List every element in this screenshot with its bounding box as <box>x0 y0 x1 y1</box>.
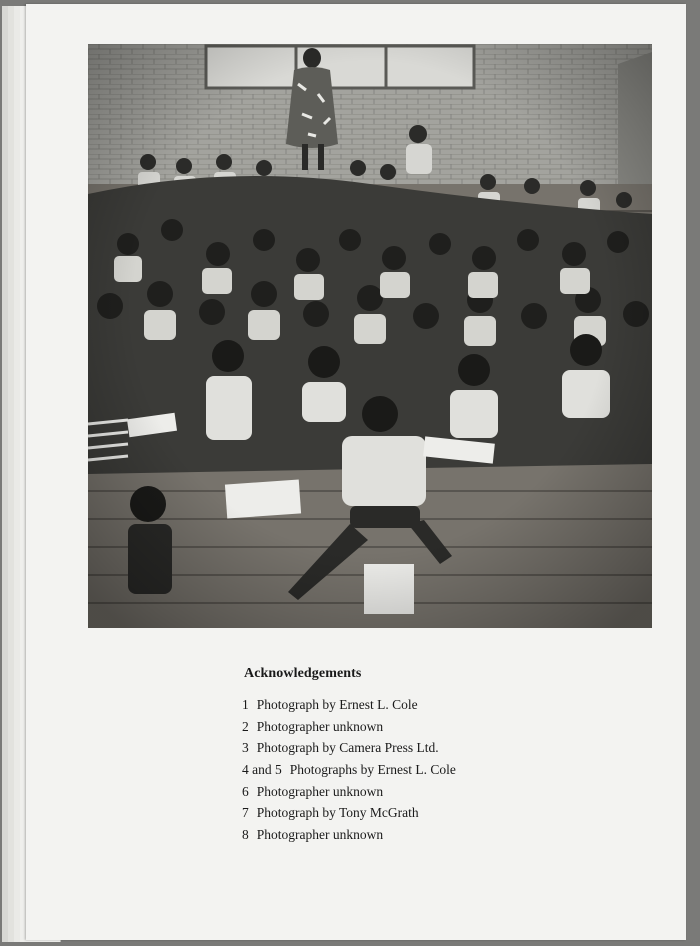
item-text: Photograph by Tony McGrath <box>256 805 419 821</box>
item-text: Photographer unknown <box>256 827 384 843</box>
list-item <box>242 737 602 759</box>
photo-image <box>88 44 652 628</box>
item-number: 3 <box>242 740 249 756</box>
list-item <box>242 781 602 803</box>
acknowledgements-list <box>242 694 602 846</box>
item-text: Photographer unknown <box>256 783 384 799</box>
list-item <box>242 759 602 781</box>
item-text: Photographer unknown <box>256 718 384 734</box>
list-item <box>242 824 602 846</box>
item-text: Photographs by Ernest L. Cole <box>289 762 456 778</box>
item-number: 1 <box>242 697 249 712</box>
item-text: Photograph by Camera Press Ltd. <box>256 740 439 756</box>
item-number: 4 and 5 <box>242 762 282 778</box>
item-number: 8 <box>242 827 249 843</box>
acknowledgements-section <box>242 666 602 846</box>
item-number: 6 <box>242 783 249 799</box>
list-item <box>242 694 602 716</box>
item-number: 7 <box>242 805 249 821</box>
list-item <box>242 716 602 738</box>
list-item <box>242 802 602 824</box>
book-page <box>26 4 686 940</box>
acknowledgements-heading: Acknowledgements <box>244 666 362 681</box>
classroom-photograph <box>88 44 652 628</box>
item-text: Photograph by Ernest L. Cole <box>256 697 418 712</box>
item-number: 2 <box>242 718 249 734</box>
